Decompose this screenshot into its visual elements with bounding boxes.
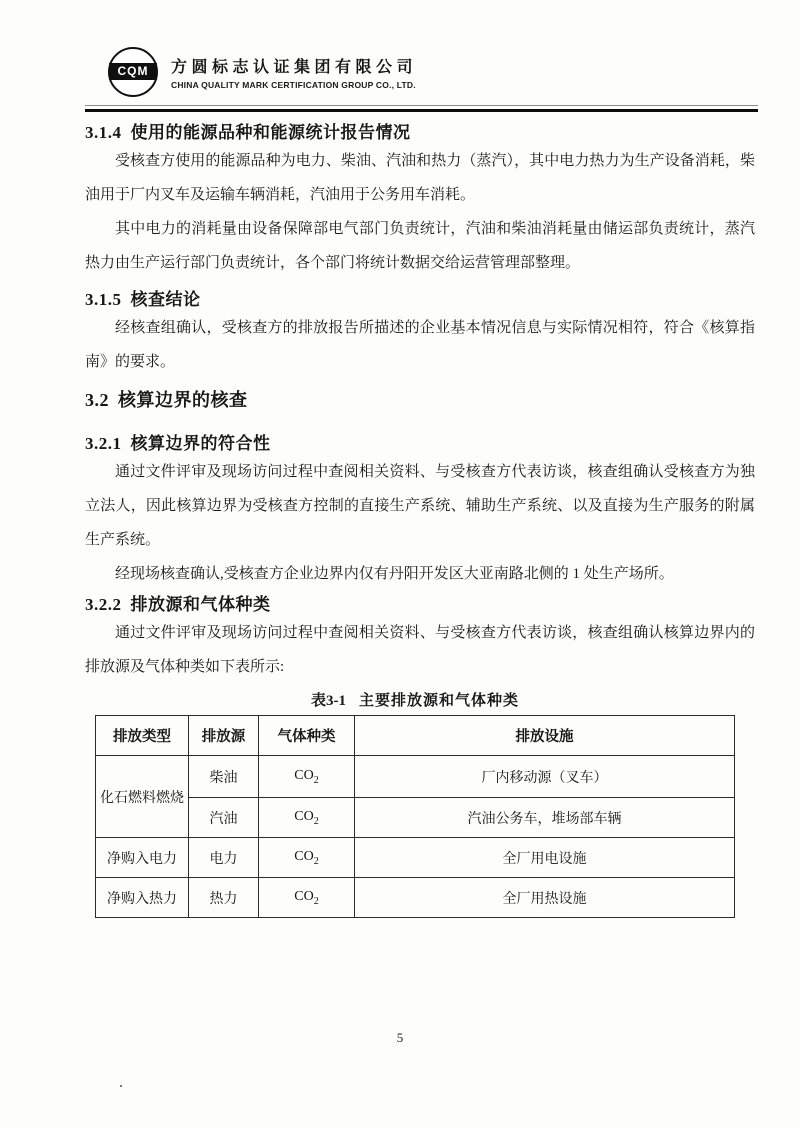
gas-subscript: 2 [313, 895, 319, 907]
gas-subscript: 2 [313, 774, 319, 786]
cell-facility-gasoline: 汽油公务车，堆场部车辆 [355, 798, 735, 838]
heading-3-2-2 [85, 593, 755, 616]
cell-gas-electricity [259, 838, 355, 878]
cell-source-heat: 热力 [189, 878, 259, 918]
heading-3-1-4-title: 使用的能源品种和能源统计报告情况 [130, 123, 411, 142]
table-row-gasoline [96, 798, 735, 838]
cell-source-diesel: 柴油 [189, 756, 259, 798]
table-row-diesel [96, 756, 735, 798]
heading-3-2-1-title: 核算边界的符合性 [130, 434, 271, 453]
cell-source-electricity: 电力 [189, 838, 259, 878]
heading-3-2-2-title: 排放源和气体种类 [130, 595, 271, 614]
cell-facility-heat: 全厂用热设施 [355, 878, 735, 918]
cell-gas-heat [259, 878, 355, 918]
company-name-block [171, 54, 417, 90]
column-header-gas-type: 气体种类 [259, 716, 355, 756]
heading-3-2-title: 核算边界的核查 [118, 390, 248, 410]
paragraph-energy-types: 受核查方使用的能源品种为电力、柴油、汽油和热力（蒸汽），其中电力热力为生产设备消耗，柴油用于厂内叉车及运输车辆消耗，汽油用于公务用车消耗。 [85, 153, 755, 203]
paragraph-energy-statistics: 其中电力的消耗量由设备保障部电气部门负责统计，汽油和柴油消耗量由储运部负责统计，蒸汽热力由生产运行部门负责统计，各个部门将统计数据交给运营管理部整理。 [85, 221, 755, 271]
cqm-logo-icon [108, 47, 158, 97]
cell-emission-type-fossil: 化石燃料燃烧 [96, 756, 189, 838]
scan-speck [120, 1085, 122, 1087]
table-caption [95, 689, 735, 710]
gas-subscript: 2 [313, 855, 319, 867]
company-name-cn: 方圆标志认证集团有限公司 [171, 59, 418, 76]
paragraph-emission-sources-intro: 通过文件评审及现场访问过程中查阅相关资料、与受核查方代表访谈，核查组确认核算边界内的排放源及气体种类如下表所示: [85, 625, 755, 675]
heading-3-1-5-number: 3.1.5 [85, 290, 122, 309]
cell-facility-electricity: 全厂用电设施 [355, 838, 735, 878]
emissions-table [95, 715, 735, 918]
company-name-en: CHINA QUALITY MARK CERTIFICATION GROUP CO., LTD. [171, 80, 416, 90]
heading-3-1-5-title: 核查结论 [130, 290, 201, 309]
column-header-emission-type: 排放类型 [96, 716, 189, 756]
gas-formula: CO [294, 808, 314, 824]
page-number: 5 [396, 1030, 404, 1045]
gas-formula: CO [294, 848, 314, 864]
paragraph-verification-conclusion: 经核查组确认，受核查方的排放报告所描述的企业基本情况信息与实际情况相符，符合《核算指南》的要求。 [85, 320, 755, 370]
cell-source-gasoline: 汽油 [189, 798, 259, 838]
heading-3-2-1-number: 3.2.1 [85, 434, 122, 453]
table-header-row [96, 716, 735, 756]
table-row-electricity [96, 838, 735, 878]
heading-3-1-4-number: 3.1.4 [85, 123, 122, 142]
page-header [108, 44, 800, 100]
table-caption-label: 表3-1 [310, 693, 346, 709]
table-row-heat [96, 878, 735, 918]
heading-3-2 [85, 389, 755, 412]
table-caption-title: 主要排放源和气体种类 [358, 693, 519, 709]
heading-3-1-4 [85, 121, 755, 144]
cell-gas-gasoline [259, 798, 355, 838]
cell-gas-diesel [259, 756, 355, 798]
header-rule [85, 105, 758, 112]
column-header-emission-facility: 排放设施 [355, 716, 735, 756]
header-rule-thin [85, 105, 758, 106]
cell-emission-type-electricity: 净购入电力 [96, 838, 189, 878]
header-rule-thick [85, 109, 758, 112]
paragraph-boundary-conformity: 通过文件评审及现场访问过程中查阅相关资料、与受核查方代表访谈，核查组确认受核查方为独立法人，因此核算边界为受核查方控制的直接生产系统、辅助生产系统、以及直接为生产服务的附属生产系统。 [85, 464, 755, 548]
gas-formula: CO [294, 888, 314, 904]
cell-facility-diesel: 厂内移动源（叉车） [355, 756, 735, 798]
heading-3-2-1 [85, 432, 755, 455]
heading-3-1-5 [85, 288, 755, 311]
cell-emission-type-heat: 净购入热力 [96, 878, 189, 918]
column-header-emission-source: 排放源 [189, 716, 259, 756]
gas-formula: CO [294, 767, 314, 783]
document-body [0, 121, 800, 918]
heading-3-2-number: 3.2 [85, 390, 109, 410]
paragraph-site-confirmation: 经现场核查确认,受核查方企业边界内仅有丹阳开发区大亚南路北侧的 1 处生产场所。 [115, 566, 674, 582]
gas-subscript: 2 [313, 815, 319, 827]
heading-3-2-2-number: 3.2.2 [85, 595, 122, 614]
cqm-logo-text: CQM [109, 63, 157, 80]
